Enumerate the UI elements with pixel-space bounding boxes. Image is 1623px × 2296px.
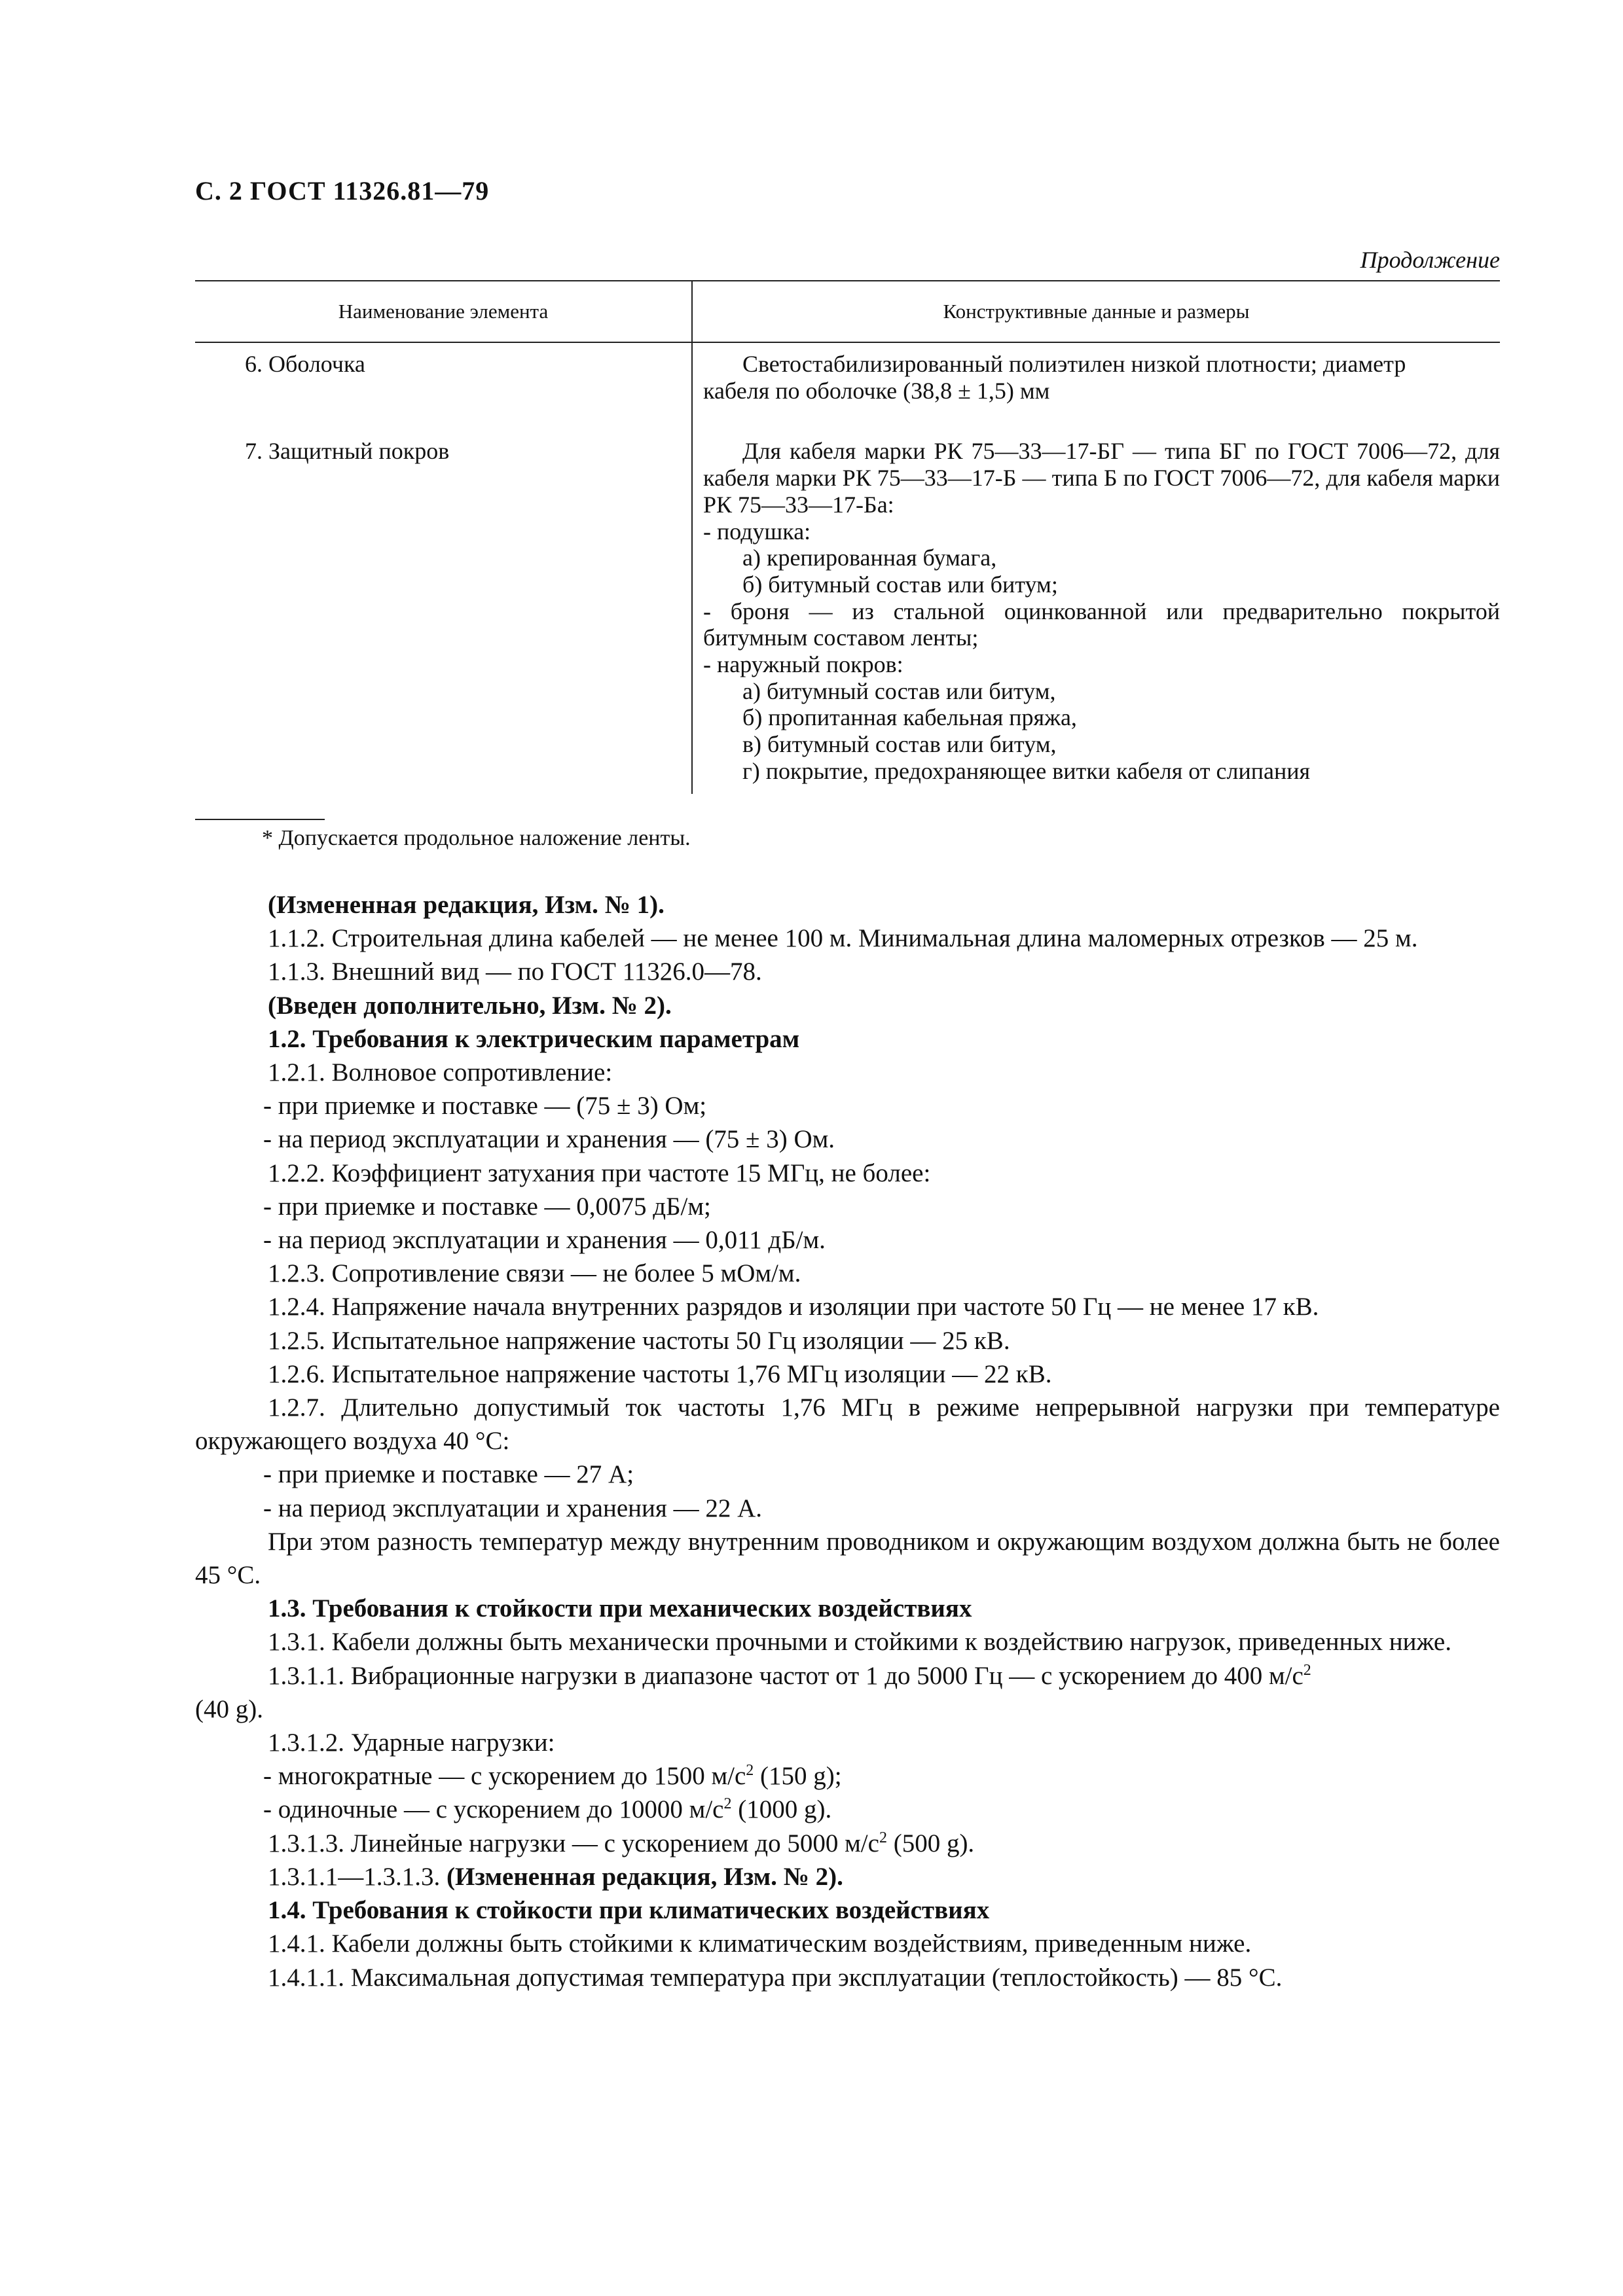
paragraph: 1.1.3. Внешний вид — по ГОСТ 11326.0—78. <box>268 958 762 986</box>
list-item: б) битумный состав или битум; <box>742 571 1058 598</box>
paragraph: (40 g). <box>195 1695 263 1723</box>
superscript: 2 <box>746 1762 754 1780</box>
text-run: - многократные — с ускорением до 1500 м/с <box>263 1762 746 1791</box>
text-run: 1.3.1.1—1.3.1.3. <box>268 1862 447 1891</box>
paragraph: 1.4.1.1. Максимальная допустимая температура при эксплуатации (теплостойкость) — 85 °С. <box>268 1963 1283 1992</box>
list-item: а) битумный состав или битум, <box>742 677 1056 704</box>
paragraph: 1.3.1.2. Ударные нагрузки: <box>268 1729 555 1757</box>
list-item: г) покрытие, предохраняющее витки кабеля от слипания <box>742 757 1311 784</box>
col-header-data: Конструктивные данные и размеры <box>692 281 1500 342</box>
text-run: - одиночные — с ускорением до 10000 м/с <box>263 1795 724 1824</box>
row6-line: Светостабилизированный полиэтилен низкой плотности; диаметр <box>742 351 1406 377</box>
list-item: - на период эксплуатации и хранения — (75 ± 3) Ом. <box>263 1125 835 1154</box>
list-item: - броня — из стальной оцинкованной или предварительно покрытой битумным составом ленты; <box>703 598 1500 651</box>
list-item: - наружный покров: <box>703 651 903 678</box>
list-item: - подушка: <box>703 518 811 545</box>
paragraph: 1.2.5. Испытательное напряжение частоты 50 Гц изоляции — 25 кВ. <box>268 1326 1010 1355</box>
superscript: 2 <box>879 1829 887 1846</box>
row6-name: 6. Оболочка <box>195 342 692 438</box>
footnote-rule <box>195 819 325 820</box>
list-item <box>195 1759 1500 1793</box>
body-text <box>195 888 1500 1994</box>
list-item <box>195 1793 1500 1826</box>
paragraph: 1.2.4. Напряжение начала внутренних разрядов и изоляции при частоте 50 Гц — не менее 17 кВ. <box>268 1293 1319 1321</box>
list-item: в) битумный состав или битум, <box>742 731 1057 758</box>
paragraph: 1.4.1. Кабели должны быть стойкими к климатическим воздействиям, приведенным ниже. <box>268 1929 1252 1958</box>
text-run: (500 g). <box>886 1829 975 1857</box>
paragraph <box>195 1827 1500 1860</box>
amendment-note: (Введен дополнительно, Изм. № 2). <box>268 991 672 1020</box>
col-header-element: Наименование элемента <box>195 281 692 342</box>
list-item: - на период эксплуатации и хранения — 22 А. <box>263 1494 762 1522</box>
spec-table <box>195 280 1500 794</box>
text-run: 1.3.1.3. Линейные нагрузки — с ускорением до 5000 м/с <box>268 1829 879 1857</box>
row6-data <box>692 342 1500 438</box>
section-heading: 1.4. Требования к стойкости при климатических воздействиях <box>268 1896 990 1925</box>
row7-intro: Для кабеля марки РК 75—33—17-БГ — типа БГ по ГОСТ 7006—72, для кабеля марки РК 75—33—17-Б — типа Б по ГОСТ 7006—72, для кабеля марки РК 75—33—17-Ба: <box>703 438 1500 518</box>
list-item: - при приемке и поставке — 27 А; <box>263 1460 634 1489</box>
list-item: - при приемке и поставке — (75 ± 3) Ом; <box>263 1092 707 1121</box>
text-run: (150 g); <box>754 1762 842 1791</box>
amendment-note <box>195 1860 1500 1893</box>
row6-line: кабеля по оболочке (38,8 ± 1,5) мм <box>703 377 1050 404</box>
paragraph <box>195 1659 1500 1693</box>
paragraph: 1.2.7. Длительно допустимый ток частоты 1,76 МГц в режиме непрерывной нагрузки при температуре окружающего воздуха 40 °С: <box>195 1393 1500 1456</box>
text-run: 1.3.1.1. Вибрационные нагрузки в диапазоне частот от 1 до 5000 Гц — с ускорением до 400 м/с <box>268 1661 1304 1690</box>
amendment-note: (Измененная редакция, Изм. № 1). <box>268 891 665 919</box>
paragraph: 1.2.6. Испытательное напряжение частоты 1,76 МГц изоляции — 22 кВ. <box>268 1359 1052 1388</box>
paragraph: 1.2.2. Коэффициент затухания при частоте 15 МГц, не более: <box>268 1158 931 1187</box>
footnote: * Допускается продольное наложение ленты. <box>262 826 691 850</box>
paragraph: 1.2.3. Сопротивление связи — не более 5 мОм/м. <box>268 1259 801 1288</box>
paragraph: 1.3.1. Кабели должны быть механически прочными и стойкими к воздействию нагрузок, приведенных ниже. <box>268 1628 1451 1657</box>
continuation-label: Продолжение <box>1360 247 1500 273</box>
table-header-row <box>195 281 1500 342</box>
list-item: - при приемке и поставке — 0,0075 дБ/м; <box>263 1192 711 1221</box>
row7-data <box>692 438 1500 793</box>
section-heading: 1.3. Требования к стойкости при механических воздействиях <box>268 1594 972 1623</box>
list-item: - на период эксплуатации и хранения — 0,011 дБ/м. <box>263 1226 826 1255</box>
row7-name: 7. Защитный покров <box>195 438 692 793</box>
superscript: 2 <box>723 1795 732 1813</box>
paragraph: 1.1.2. Строительная длина кабелей — не менее 100 м. Минимальная длина маломерных отрезков — 25 м. <box>268 924 1418 953</box>
page-header: С. 2 ГОСТ 11326.81—79 <box>195 176 490 206</box>
paragraph: При этом разность температур между внутренним проводником и окружающим воздухом должна быть не более 45 °С. <box>195 1527 1500 1590</box>
text-run: (1000 g). <box>731 1795 832 1824</box>
paragraph: 1.2.1. Волновое сопротивление: <box>268 1058 613 1087</box>
text-run: (Измененная редакция, Изм. № 2). <box>447 1862 843 1891</box>
table-row <box>195 438 1500 793</box>
section-heading: 1.2. Требования к электрическим параметрам <box>268 1024 800 1053</box>
list-item: б) пропитанная кабельная пряжа, <box>742 704 1077 731</box>
table-row <box>195 342 1500 438</box>
superscript: 2 <box>1303 1661 1311 1679</box>
list-item: а) крепированная бумага, <box>742 545 997 571</box>
